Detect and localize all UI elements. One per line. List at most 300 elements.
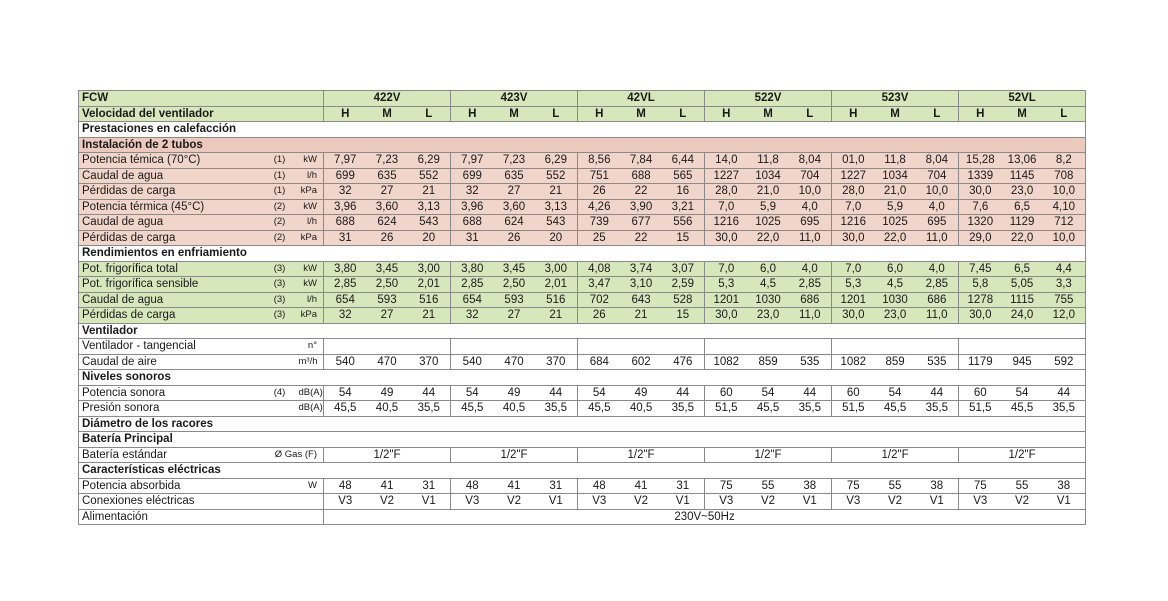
spec-value: 1034: [748, 168, 789, 184]
spec-value: 30,0: [959, 308, 1002, 324]
spec-value: 1339: [959, 168, 1002, 184]
spec-value: 1115: [1002, 292, 1043, 308]
spec-value: 3,60: [494, 199, 535, 215]
spec-value: 370: [535, 354, 578, 370]
spec-value: [832, 339, 875, 355]
model-header-row: [79, 91, 1086, 107]
spec-value: 688: [621, 168, 662, 184]
spec-value: 01,0: [832, 153, 875, 169]
spec-value: 26: [367, 230, 408, 246]
spec-value: 30,0: [832, 308, 875, 324]
spec-value: 15,28: [959, 153, 1002, 169]
row-unit: l/h: [296, 215, 324, 231]
spec-value: 7,97: [451, 153, 494, 169]
fan-speed-code: L: [789, 106, 832, 122]
spec-value: 45,5: [578, 401, 621, 417]
spec-value: 31: [408, 478, 451, 494]
row-footnote: (1): [264, 184, 296, 200]
spec-value: 2,85: [324, 277, 367, 293]
row-unit: [296, 494, 324, 510]
spec-value: 3,10: [621, 277, 662, 293]
spec-value: 7,23: [367, 153, 408, 169]
spec-value: 470: [367, 354, 408, 370]
row-label: Caudal de aire: [79, 354, 264, 370]
spec-value: 535: [916, 354, 959, 370]
spec-value: 4,10: [1043, 199, 1086, 215]
fan-speed-code: M: [367, 106, 408, 122]
spec-value: 45,5: [324, 401, 367, 417]
section-heading-row: [79, 122, 1086, 138]
spec-value: 2,85: [916, 277, 959, 293]
spec-value: 5,9: [875, 199, 916, 215]
spec-value: 45,5: [1002, 401, 1043, 417]
spec-value: 40,5: [621, 401, 662, 417]
spec-value: 7,97: [324, 153, 367, 169]
spec-value: 708: [1043, 168, 1086, 184]
spec-row: [79, 230, 1086, 246]
row-unit: l/h: [296, 168, 324, 184]
spec-value: 4,0: [789, 261, 832, 277]
spec-value: 41: [621, 478, 662, 494]
spec-value: 35,5: [1043, 401, 1086, 417]
spec-value: 27: [367, 184, 408, 200]
spec-value: 32: [451, 184, 494, 200]
row-unit: Ø Gas (F): [264, 447, 324, 463]
specs-sheet: [78, 90, 1077, 525]
row-footnote: [264, 354, 296, 370]
spec-value: 44: [789, 385, 832, 401]
spec-value: 3,45: [367, 261, 408, 277]
spec-value: 4,0: [789, 199, 832, 215]
spec-value: 2,59: [662, 277, 705, 293]
row-footnote: (3): [264, 261, 296, 277]
spec-value: 75: [832, 478, 875, 494]
spec-value: V3: [451, 494, 494, 510]
spec-value: 44: [535, 385, 578, 401]
spec-value: V1: [662, 494, 705, 510]
spec-value: 686: [916, 292, 959, 308]
spec-value: 3,60: [367, 199, 408, 215]
spec-value: 7,0: [705, 261, 748, 277]
model-name: 422V: [324, 91, 451, 107]
spec-value: 30,0: [959, 184, 1002, 200]
spec-value: 1201: [705, 292, 748, 308]
spec-value: 565: [662, 168, 705, 184]
spec-value: 4,5: [748, 277, 789, 293]
row-label: Ventilador - tangencial: [79, 339, 264, 355]
spec-value: V3: [959, 494, 1002, 510]
model-name: 423V: [451, 91, 578, 107]
spec-value: 40,5: [367, 401, 408, 417]
spec-value: [916, 339, 959, 355]
fan-speed-code: H: [451, 106, 494, 122]
spec-value: 1227: [832, 168, 875, 184]
row-label: Presión sonora: [79, 401, 264, 417]
table-title: FCW: [79, 91, 324, 107]
row-footnote: [264, 339, 296, 355]
spec-value: 54: [578, 385, 621, 401]
spec-value: 6,29: [535, 153, 578, 169]
spec-value: 7,84: [621, 153, 662, 169]
spec-row: [79, 261, 1086, 277]
spec-value: 1216: [832, 215, 875, 231]
spec-value: 44: [916, 385, 959, 401]
section-heading: Niveles sonoros: [79, 370, 1086, 386]
spec-value: 22: [621, 230, 662, 246]
spec-value: 41: [494, 478, 535, 494]
row-footnote: [264, 494, 296, 510]
spec-value: [535, 339, 578, 355]
spec-value: 22: [621, 184, 662, 200]
spec-value: V2: [748, 494, 789, 510]
spec-value: 49: [367, 385, 408, 401]
spec-value: 476: [662, 354, 705, 370]
spec-value: 1025: [875, 215, 916, 231]
spec-value: 602: [621, 354, 662, 370]
spec-value: 14,0: [705, 153, 748, 169]
row-unit: kW: [296, 277, 324, 293]
spec-value: 55: [748, 478, 789, 494]
spec-value: 23,0: [748, 308, 789, 324]
spec-value: 22,0: [875, 230, 916, 246]
spec-value: 31: [451, 230, 494, 246]
spec-value: 11,8: [875, 153, 916, 169]
section-heading-row: [79, 432, 1086, 448]
spec-value: 3,47: [578, 277, 621, 293]
spec-value: 1129: [1002, 215, 1043, 231]
row-unit: kW: [296, 199, 324, 215]
spec-value: 8,2: [1043, 153, 1086, 169]
spec-value: 470: [494, 354, 535, 370]
spec-value: 21: [621, 308, 662, 324]
spec-value: 5,3: [832, 277, 875, 293]
spec-row: [79, 339, 1086, 355]
spec-value: 30,0: [705, 308, 748, 324]
fan-speed-code: M: [621, 106, 662, 122]
spec-value: 45,5: [451, 401, 494, 417]
spec-value: 593: [494, 292, 535, 308]
spec-value: 2,01: [535, 277, 578, 293]
spec-value: 516: [535, 292, 578, 308]
spec-value: [451, 339, 494, 355]
section-heading: Prestaciones en calefacción: [79, 122, 1086, 138]
connection-size: 1/2"F: [578, 447, 705, 463]
fan-speed-code: L: [916, 106, 959, 122]
spec-value: 635: [367, 168, 408, 184]
connection-size: 1/2"F: [324, 447, 451, 463]
spec-value: 31: [535, 478, 578, 494]
spec-value: 45,5: [748, 401, 789, 417]
model-name: 52VL: [959, 91, 1086, 107]
spec-value: 6,5: [1002, 261, 1043, 277]
spec-value: 21,0: [748, 184, 789, 200]
spec-value: V3: [705, 494, 748, 510]
row-label: Potencia sonora: [79, 385, 264, 401]
spec-value: 5,9: [748, 199, 789, 215]
spec-value: 20: [535, 230, 578, 246]
spec-row: [79, 354, 1086, 370]
section-heading: Instalación de 2 tubos: [79, 137, 1086, 153]
spec-value: 75: [959, 478, 1002, 494]
fan-speed-code: M: [748, 106, 789, 122]
specs-table: [78, 90, 1086, 525]
spec-value: 5,8: [959, 277, 1002, 293]
spec-value: [1043, 339, 1086, 355]
spec-value: 60: [832, 385, 875, 401]
spec-value: 3,96: [324, 199, 367, 215]
spec-value: 21: [535, 308, 578, 324]
row-label: Alimentación: [79, 509, 324, 525]
spec-value: 22,0: [1002, 230, 1043, 246]
spec-row: [79, 215, 1086, 231]
spec-value: 15: [662, 308, 705, 324]
spec-value: 23,0: [875, 308, 916, 324]
spec-value: 592: [1043, 354, 1086, 370]
section-heading-row: [79, 463, 1086, 479]
row-footnote: (3): [264, 277, 296, 293]
row-unit: kW: [296, 261, 324, 277]
connection-size: 1/2"F: [451, 447, 578, 463]
spec-value: 22,0: [748, 230, 789, 246]
spec-value: 8,56: [578, 153, 621, 169]
spec-value: 7,45: [959, 261, 1002, 277]
spec-value: 543: [535, 215, 578, 231]
connection-size: 1/2"F: [959, 447, 1086, 463]
spec-value: 1227: [705, 168, 748, 184]
fan-speed-code: H: [578, 106, 621, 122]
spec-value: 8,04: [916, 153, 959, 169]
spec-value: 3,45: [494, 261, 535, 277]
spec-value: 1025: [748, 215, 789, 231]
spec-value: 38: [916, 478, 959, 494]
spec-value: 695: [789, 215, 832, 231]
spec-value: 528: [662, 292, 705, 308]
spec-value: 29,0: [959, 230, 1002, 246]
spec-value: [621, 339, 662, 355]
row-unit: W: [296, 478, 324, 494]
row-label: Potencia témica (70°C): [79, 153, 264, 169]
spec-value: 75: [705, 478, 748, 494]
spec-value: 1030: [875, 292, 916, 308]
row-footnote: (1): [264, 168, 296, 184]
spec-value: 704: [789, 168, 832, 184]
spec-value: 28,0: [832, 184, 875, 200]
spec-value: 38: [789, 478, 832, 494]
spec-value: 945: [1002, 354, 1043, 370]
spec-value: 21: [408, 308, 451, 324]
spec-value: 6,44: [662, 153, 705, 169]
fan-speed-code: M: [875, 106, 916, 122]
spec-value: 51,5: [705, 401, 748, 417]
spec-value: 540: [324, 354, 367, 370]
spec-value: 35,5: [789, 401, 832, 417]
spec-value: 6,0: [875, 261, 916, 277]
spec-value: 54: [324, 385, 367, 401]
spec-value: 3,13: [535, 199, 578, 215]
spec-value: 1179: [959, 354, 1002, 370]
section-heading-row: [79, 416, 1086, 432]
spec-value: 7,0: [832, 199, 875, 215]
spec-value: V2: [494, 494, 535, 510]
spec-value: 552: [408, 168, 451, 184]
spec-value: 4,5: [875, 277, 916, 293]
spec-value: 35,5: [408, 401, 451, 417]
spec-value: [705, 339, 748, 355]
row-unit: dB(A): [296, 385, 324, 401]
spec-value: [1002, 339, 1043, 355]
spec-value: 30,0: [832, 230, 875, 246]
row-label: Pérdidas de carga: [79, 184, 264, 200]
spec-value: 5,05: [1002, 277, 1043, 293]
fan-speed-code: M: [494, 106, 535, 122]
spec-value: V1: [916, 494, 959, 510]
fan-speed-code: L: [662, 106, 705, 122]
spec-value: 54: [1002, 385, 1043, 401]
spec-value: 26: [494, 230, 535, 246]
spec-value: 7,0: [705, 199, 748, 215]
spec-value: 1082: [705, 354, 748, 370]
spec-value: [875, 339, 916, 355]
spec-value: 31: [662, 478, 705, 494]
spec-value: 712: [1043, 215, 1086, 231]
power-supply-row: [79, 509, 1086, 525]
spec-row: [79, 292, 1086, 308]
spec-value: 635: [494, 168, 535, 184]
row-label: Batería estándar: [79, 447, 264, 463]
row-label: Caudal de agua: [79, 168, 264, 184]
spec-value: 32: [451, 308, 494, 324]
spec-value: 3,74: [621, 261, 662, 277]
specs-table-body: [79, 91, 1086, 525]
spec-value: 5,3: [705, 277, 748, 293]
spec-value: V1: [408, 494, 451, 510]
spec-value: 27: [494, 308, 535, 324]
row-footnote: (3): [264, 308, 296, 324]
spec-row: [79, 153, 1086, 169]
spec-value: 593: [367, 292, 408, 308]
spec-value: 11,8: [748, 153, 789, 169]
spec-value: 48: [451, 478, 494, 494]
spec-value: 44: [1043, 385, 1086, 401]
spec-value: 1278: [959, 292, 1002, 308]
spec-value: 3,21: [662, 199, 705, 215]
spec-value: 3,96: [451, 199, 494, 215]
fan-speed-code: H: [324, 106, 367, 122]
row-unit: m³/h: [296, 354, 324, 370]
spec-value: 3,00: [408, 261, 451, 277]
spec-value: 6,29: [408, 153, 451, 169]
spec-value: [324, 339, 367, 355]
fan-speed-code: L: [535, 106, 578, 122]
row-footnote: (2): [264, 215, 296, 231]
spec-value: [789, 339, 832, 355]
spec-value: 35,5: [535, 401, 578, 417]
spec-row: [79, 168, 1086, 184]
spec-value: 26: [578, 184, 621, 200]
spec-value: 695: [916, 215, 959, 231]
row-footnote: (2): [264, 230, 296, 246]
spec-value: 44: [662, 385, 705, 401]
spec-value: 1216: [705, 215, 748, 231]
spec-value: 21: [535, 184, 578, 200]
spec-value: 26: [578, 308, 621, 324]
row-footnote: [264, 478, 296, 494]
section-heading: Batería Principal: [79, 432, 1086, 448]
spec-value: 23,0: [1002, 184, 1043, 200]
spec-value: 370: [408, 354, 451, 370]
spec-value: 699: [324, 168, 367, 184]
row-unit: kPa: [296, 230, 324, 246]
spec-value: 27: [494, 184, 535, 200]
row-footnote: (2): [264, 199, 296, 215]
spec-value: 7,0: [832, 261, 875, 277]
spec-value: 755: [1043, 292, 1086, 308]
fan-speed-code: L: [1043, 106, 1086, 122]
spec-value: 1034: [875, 168, 916, 184]
spec-value: 704: [916, 168, 959, 184]
spec-value: 25: [578, 230, 621, 246]
spec-value: V3: [832, 494, 875, 510]
spec-value: 699: [451, 168, 494, 184]
spec-value: 10,0: [916, 184, 959, 200]
row-footnote: (4): [264, 385, 296, 401]
fan-speed-row: [79, 106, 1086, 122]
spec-value: 11,0: [916, 230, 959, 246]
spec-value: V2: [367, 494, 408, 510]
spec-value: 30,0: [705, 230, 748, 246]
spec-value: V1: [535, 494, 578, 510]
fan-speed-code: L: [408, 106, 451, 122]
spec-value: [748, 339, 789, 355]
spec-value: [408, 339, 451, 355]
row-label: Potencia absorbida: [79, 478, 264, 494]
spec-value: 556: [662, 215, 705, 231]
section-heading-row: [79, 246, 1086, 262]
spec-value: 32: [324, 308, 367, 324]
spec-value: 11,0: [789, 308, 832, 324]
spec-value: 702: [578, 292, 621, 308]
spec-value: 4,08: [578, 261, 621, 277]
spec-value: [959, 339, 1002, 355]
spec-value: 24,0: [1002, 308, 1043, 324]
spec-value: 543: [408, 215, 451, 231]
model-name: 523V: [832, 91, 959, 107]
spec-value: 688: [451, 215, 494, 231]
section-heading-row: [79, 137, 1086, 153]
spec-value: 859: [748, 354, 789, 370]
spec-row: [79, 401, 1086, 417]
spec-value: 21: [408, 184, 451, 200]
spec-value: 535: [789, 354, 832, 370]
spec-value: 2,50: [494, 277, 535, 293]
spec-value: 10,0: [789, 184, 832, 200]
spec-value: 3,3: [1043, 277, 1086, 293]
spec-value: 859: [875, 354, 916, 370]
spec-value: 55: [1002, 478, 1043, 494]
row-unit: kPa: [296, 184, 324, 200]
spec-value: 3,80: [324, 261, 367, 277]
spec-value: 2,85: [451, 277, 494, 293]
model-name: 42VL: [578, 91, 705, 107]
spec-value: 48: [578, 478, 621, 494]
spec-value: 654: [451, 292, 494, 308]
spec-value: 35,5: [916, 401, 959, 417]
row-label: Pot. frigorífica total: [79, 261, 264, 277]
spec-value: 51,5: [959, 401, 1002, 417]
spec-value: [662, 339, 705, 355]
spec-value: 48: [324, 478, 367, 494]
row-unit: dB(A): [296, 401, 324, 417]
